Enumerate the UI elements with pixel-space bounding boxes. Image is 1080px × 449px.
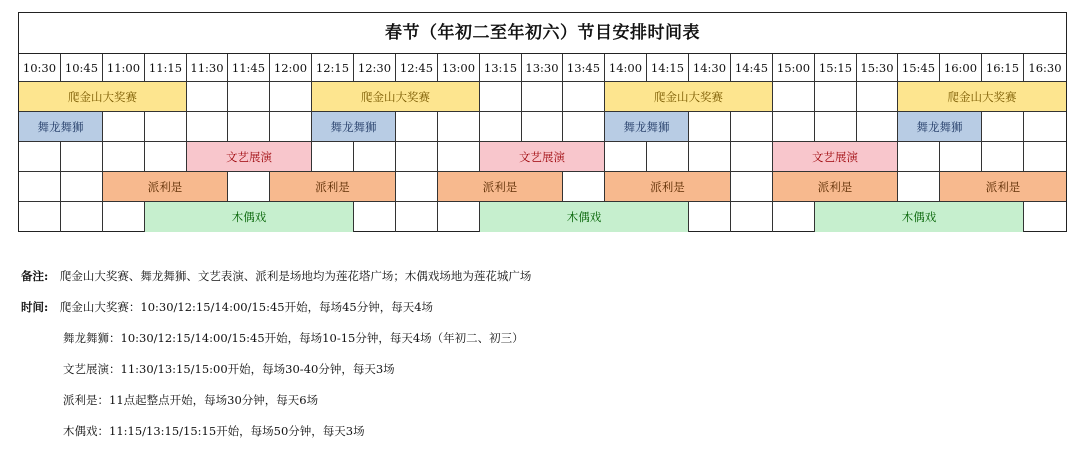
empty-cell [522,112,563,142]
empty-cell [396,112,438,142]
empty-cell [815,82,857,112]
empty-cell [103,202,145,232]
empty-cell [19,142,61,172]
remark-label: 备注: [21,269,49,283]
empty-cell [61,172,103,202]
time-header-cell: 11:30 [187,54,228,82]
time-header-cell: 13:00 [438,54,480,82]
empty-cell [145,112,187,142]
empty-cell [1024,142,1066,172]
empty-cell [689,202,731,232]
empty-cell [480,112,522,142]
empty-cell [815,112,857,142]
event-dragon: 舞龙舞狮 [312,112,396,142]
empty-cell [438,202,480,232]
time-line: 文艺展演：11:30/13:15/15:00开始，每场30-40分钟，每天3场 [63,362,395,376]
empty-cell [354,202,396,232]
event-show: 文艺展演 [773,142,898,172]
event-parade: 派利是 [103,172,228,202]
time-header-cell: 11:45 [228,54,270,82]
time-header-cell: 12:45 [396,54,438,82]
time-header-cell: 14:15 [647,54,689,82]
empty-cell [270,82,312,112]
time-header-cell: 10:45 [61,54,103,82]
time-header-cell: 14:45 [731,54,773,82]
event-parade: 派利是 [773,172,898,202]
time-line: 木偶戏：11:15/13:15/15:15开始，每场50分钟，每天3场 [63,424,365,438]
time-header-cell: 16:30 [1024,54,1066,82]
empty-cell [563,112,605,142]
empty-cell [228,112,270,142]
empty-cell [773,82,815,112]
time-header-cell: 15:45 [898,54,940,82]
time-header-cell: 11:00 [103,54,145,82]
empty-cell [228,82,270,112]
event-climb: 爬金山大奖赛 [312,82,480,112]
event-show: 文艺展演 [480,142,605,172]
time-header-cell: 13:45 [563,54,605,82]
time-row-3 [63,392,318,408]
empty-cell [187,82,228,112]
empty-cell [689,112,731,142]
empty-cell [354,142,396,172]
empty-cell [731,172,773,202]
empty-cell [898,172,940,202]
empty-cell [731,112,773,142]
empty-cell [19,202,61,232]
event-parade: 派利是 [438,172,563,202]
empty-cell [19,172,61,202]
time-header-cell: 15:15 [815,54,857,82]
empty-cell [773,202,815,232]
time-row-1 [63,330,524,346]
empty-cell [396,202,438,232]
empty-cell [103,142,145,172]
time-label: 时间: [21,300,49,314]
event-parade: 派利是 [940,172,1066,202]
empty-cell [982,112,1024,142]
time-header-cell: 12:30 [354,54,396,82]
time-header-cell: 12:00 [270,54,312,82]
empty-cell [480,82,522,112]
event-climb: 爬金山大奖赛 [898,82,1066,112]
event-parade: 派利是 [605,172,731,202]
empty-cell [522,82,563,112]
empty-cell [857,82,898,112]
empty-cell [898,142,940,172]
empty-cell [731,142,773,172]
time-line: 爬金山大奖赛：10:30/12:15/14:00/15:45开始，每场45分钟，每天4场 [59,300,434,314]
event-puppet: 木偶戏 [145,202,354,232]
time-header-cell: 14:00 [605,54,647,82]
time-row-2 [63,361,395,377]
empty-cell [857,112,898,142]
time-line: 舞龙舞狮：10:30/12:15/14:00/15:45开始，每场10-15分钟，每天4场（年初二、初三） [63,331,524,345]
remark-row [21,268,531,284]
empty-cell [438,112,480,142]
remark-text: 爬金山大奖赛、舞龙舞狮、文艺表演、派利是场地均为莲花塔广场；木偶戏场地为莲花城广场 [59,269,532,283]
time-header-cell: 16:15 [982,54,1024,82]
time-line: 派利是：11点起整点开始，每场30分钟，每天6场 [63,393,319,407]
time-header-cell: 10:30 [19,54,61,82]
event-puppet: 木偶戏 [480,202,689,232]
time-header-cell: 13:15 [480,54,522,82]
schedule-table [18,12,1067,232]
empty-cell [731,202,773,232]
empty-cell [563,82,605,112]
empty-cell [605,142,647,172]
empty-cell [1024,112,1066,142]
empty-cell [438,142,480,172]
event-dragon: 舞龙舞狮 [898,112,982,142]
empty-cell [270,112,312,142]
empty-cell [940,142,982,172]
event-climb: 爬金山大奖赛 [19,82,187,112]
event-puppet: 木偶戏 [815,202,1024,232]
time-row-4 [63,423,365,439]
time-header-cell: 12:15 [312,54,354,82]
schedule-grid [19,54,1066,232]
empty-cell [563,172,605,202]
empty-cell [103,112,145,142]
empty-cell [689,142,731,172]
empty-cell [396,142,438,172]
empty-cell [187,112,228,142]
time-header-cell: 16:00 [940,54,982,82]
time-header-cell: 13:30 [522,54,563,82]
event-dragon: 舞龙舞狮 [19,112,103,142]
time-header-cell: 15:30 [857,54,898,82]
empty-cell [61,202,103,232]
event-dragon: 舞龙舞狮 [605,112,689,142]
empty-cell [61,142,103,172]
empty-cell [647,142,689,172]
time-row-0 [21,299,433,315]
empty-cell [773,112,815,142]
table-title: 春节（年初二至年初六）节目安排时间表 [19,13,1066,54]
empty-cell [228,172,270,202]
event-parade: 派利是 [270,172,396,202]
time-header-cell: 14:30 [689,54,731,82]
event-climb: 爬金山大奖赛 [605,82,773,112]
empty-cell [396,172,438,202]
empty-cell [145,142,187,172]
time-header-cell: 11:15 [145,54,187,82]
event-show: 文艺展演 [187,142,312,172]
empty-cell [312,142,354,172]
time-header-cell: 15:00 [773,54,815,82]
empty-cell [1024,202,1066,232]
empty-cell [982,142,1024,172]
